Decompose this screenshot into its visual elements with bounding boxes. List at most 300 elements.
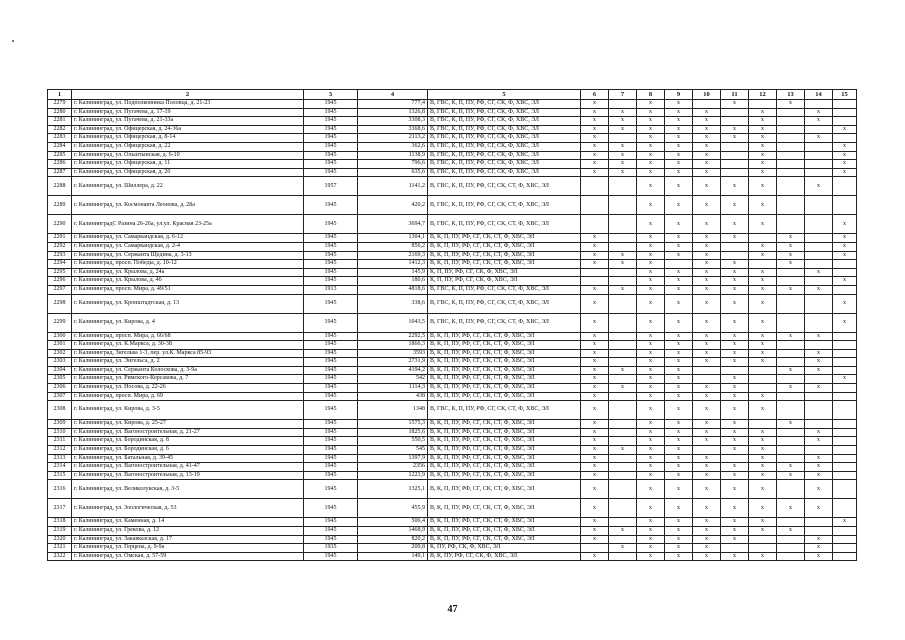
address-cell: г. Калининград, ул. Пугачева, д. 21-33а xyxy=(72,117,304,126)
area-cell: 1141,2 xyxy=(358,177,428,196)
mark-cell xyxy=(805,420,833,429)
mark-cell xyxy=(721,168,749,177)
column-header: 4 xyxy=(358,90,428,100)
column-header: 3 xyxy=(304,90,358,100)
mark-cell xyxy=(805,392,833,401)
mark-cell xyxy=(609,234,637,243)
works-cell: В, К, П, ПУ, РФ, СГ, СК, СТ, Ф, ХВС, ЭЛ xyxy=(428,251,581,260)
works-cell: В, К, П, ПУ, РФ, СГ, СК, СТ, Ф, ХВС, ЭЛ xyxy=(428,375,581,384)
mark-cell: x xyxy=(749,499,777,518)
row-number-cell: 2309 xyxy=(48,420,72,429)
table-row xyxy=(48,535,857,544)
table-row xyxy=(48,499,857,518)
area-cell: 856,2 xyxy=(358,242,428,251)
area-cell: 1223,9 xyxy=(358,471,428,480)
mark-cell: x xyxy=(637,471,665,480)
mark-cell: x xyxy=(693,463,721,472)
mark-cell: x xyxy=(693,260,721,269)
mark-cell xyxy=(833,552,857,561)
mark-cell: x xyxy=(749,349,777,358)
mark-cell xyxy=(833,332,857,341)
area-cell: 1304,1 xyxy=(358,234,428,243)
mark-cell xyxy=(609,471,637,480)
mark-cell: x xyxy=(805,349,833,358)
mark-cell: x xyxy=(749,332,777,341)
mark-cell: x xyxy=(693,332,721,341)
mark-cell xyxy=(777,535,805,544)
table-row xyxy=(48,341,857,350)
address-cell: г. Калининград, ул. Кирова, д. 3-5 xyxy=(72,401,304,420)
row-number-cell: 2289 xyxy=(48,196,72,215)
mark-cell xyxy=(609,420,637,429)
address-cell: г. Калининград, ул. Ольштынская, д. 6-10 xyxy=(72,151,304,160)
mark-cell: x xyxy=(581,285,609,294)
row-number-cell: 2296 xyxy=(48,277,72,286)
mark-cell: x xyxy=(665,375,693,384)
mark-cell: x xyxy=(749,242,777,251)
mark-cell: x xyxy=(609,151,637,160)
mark-cell xyxy=(777,454,805,463)
mark-cell: x xyxy=(721,392,749,401)
mark-cell xyxy=(805,142,833,151)
mark-cell xyxy=(777,151,805,160)
area-cell: 1114,3 xyxy=(358,384,428,393)
table-row xyxy=(48,242,857,251)
row-number-cell: 2292 xyxy=(48,242,72,251)
row-number-cell: 2308 xyxy=(48,401,72,420)
mark-cell xyxy=(777,437,805,446)
area-cell: 180,6 xyxy=(358,277,428,286)
mark-cell: x xyxy=(693,268,721,277)
mark-cell: x xyxy=(637,366,665,375)
mark-cell: x xyxy=(581,428,609,437)
area-cell: 1397,9 xyxy=(358,454,428,463)
mark-cell xyxy=(609,177,637,196)
works-cell: В, К, П, ПУ, РФ, СГ, СК, СТ, Ф, ХВС, ЭЛ xyxy=(428,535,581,544)
mark-cell: x xyxy=(581,313,609,332)
mark-cell: x xyxy=(749,392,777,401)
mark-cell xyxy=(749,366,777,375)
works-cell: В, К, П, ПУ, РФ, СГ, СК, СТ, Ф, ХВС, ЭЛ xyxy=(428,527,581,536)
mark-cell xyxy=(833,428,857,437)
mark-cell: x xyxy=(805,454,833,463)
year-cell: 1957 xyxy=(304,177,358,196)
table-row xyxy=(48,125,857,134)
mark-cell: x xyxy=(609,544,637,553)
area-cell: 542 xyxy=(358,375,428,384)
year-cell: 1945 xyxy=(304,294,358,313)
mark-cell: x xyxy=(637,527,665,536)
mark-cell xyxy=(749,420,777,429)
mark-cell: x xyxy=(749,134,777,143)
mark-cell: x xyxy=(805,480,833,499)
row-number-cell: 2319 xyxy=(48,527,72,536)
works-cell: В, ГВС, К, П, ПУ, РФ, СГ, СК, СТ, Ф, ХВС, ЭЛ xyxy=(428,294,581,313)
mark-cell: x xyxy=(581,420,609,429)
mark-cell xyxy=(833,544,857,553)
mark-cell: x xyxy=(637,446,665,455)
area-cell: 2292,5 xyxy=(358,332,428,341)
mark-cell: x xyxy=(749,313,777,332)
mark-cell xyxy=(805,151,833,160)
mark-cell: x xyxy=(581,401,609,420)
table-row xyxy=(48,544,857,553)
mark-cell xyxy=(805,215,833,234)
column-header: 14 xyxy=(805,90,833,100)
mark-cell: x xyxy=(581,349,609,358)
mark-cell xyxy=(609,499,637,518)
mark-cell xyxy=(609,313,637,332)
mark-cell: x xyxy=(749,341,777,350)
area-cell: 777,4 xyxy=(358,100,428,109)
table-row xyxy=(48,260,857,269)
mark-cell: x xyxy=(833,375,857,384)
mark-cell: x xyxy=(665,151,693,160)
address-cell: г. Калининград, ул. Офицерская, д. 20 xyxy=(72,168,304,177)
mark-cell xyxy=(805,160,833,169)
year-cell: 1945 xyxy=(304,260,358,269)
mark-cell: x xyxy=(637,215,665,234)
mark-cell xyxy=(833,446,857,455)
works-cell: К, ПУ, РФ, СК, Ф, ХВС, ЭЛ xyxy=(428,544,581,553)
mark-cell: x xyxy=(805,117,833,126)
address-cell: г. Калининград, ул. Офицерская, д. 24-36а xyxy=(72,125,304,134)
row-number-cell: 2316 xyxy=(48,480,72,499)
mark-cell: x xyxy=(721,134,749,143)
mark-cell: x xyxy=(693,349,721,358)
address-cell: г. Калининград, ул. Сержанта Щедина, д. 3-13 xyxy=(72,251,304,260)
mark-cell xyxy=(805,518,833,527)
mark-cell: x xyxy=(581,260,609,269)
mark-cell: x xyxy=(665,384,693,393)
mark-cell: x xyxy=(693,401,721,420)
mark-cell: x xyxy=(693,552,721,561)
mark-cell: x xyxy=(721,527,749,536)
mark-cell: x xyxy=(637,552,665,561)
mark-cell: x xyxy=(777,251,805,260)
mark-cell xyxy=(693,446,721,455)
mark-cell xyxy=(777,341,805,350)
works-cell: В, ГВС, К, П, ПУ, РФ, СГ, СК, Ф, ХВС, ЭЛ xyxy=(428,151,581,160)
works-cell: В, К, П, ПУ, РФ, СГ, СК, СТ, Ф, ХВС, ЭЛ xyxy=(428,242,581,251)
mark-cell xyxy=(777,446,805,455)
mark-cell: x xyxy=(665,518,693,527)
mark-cell xyxy=(609,437,637,446)
table-row xyxy=(48,117,857,126)
works-cell: В, К, П, ПУ, РФ, СГ, СК, СТ, Ф, ХВС, ЭЛ xyxy=(428,349,581,358)
mark-cell: x xyxy=(749,196,777,215)
mark-cell: x xyxy=(637,384,665,393)
mark-cell xyxy=(833,134,857,143)
mark-cell: x xyxy=(609,384,637,393)
table-row xyxy=(48,285,857,294)
table-row xyxy=(48,384,857,393)
mark-cell xyxy=(805,251,833,260)
mark-cell: x xyxy=(749,151,777,160)
row-number-cell: 2284 xyxy=(48,142,72,151)
mark-cell: x xyxy=(721,480,749,499)
mark-cell: x xyxy=(637,463,665,472)
row-number-cell: 2285 xyxy=(48,151,72,160)
mark-cell xyxy=(833,401,857,420)
mark-cell xyxy=(749,544,777,553)
mark-cell xyxy=(721,151,749,160)
mark-cell: x xyxy=(749,168,777,177)
mark-cell xyxy=(777,349,805,358)
mark-cell: x xyxy=(665,552,693,561)
mark-cell: x xyxy=(637,168,665,177)
mark-cell: x xyxy=(721,277,749,286)
column-header: 1 xyxy=(48,90,72,100)
column-header: 7 xyxy=(609,90,637,100)
mark-cell xyxy=(609,349,637,358)
mark-cell: x xyxy=(665,242,693,251)
mark-cell: x xyxy=(609,527,637,536)
mark-cell: x xyxy=(721,100,749,109)
mark-cell: x xyxy=(665,437,693,446)
area-cell: 338,6 xyxy=(358,294,428,313)
year-cell: 1945 xyxy=(304,499,358,518)
year-cell: 1945 xyxy=(304,313,358,332)
mark-cell: x xyxy=(749,401,777,420)
mark-cell: x xyxy=(665,480,693,499)
mark-cell xyxy=(777,313,805,332)
row-number-cell: 2315 xyxy=(48,471,72,480)
mark-cell xyxy=(805,234,833,243)
mark-cell: x xyxy=(665,313,693,332)
address-cell: г. Калининград, ул. Батальная, д. 39-45 xyxy=(72,454,304,463)
row-number-cell: 2297 xyxy=(48,285,72,294)
year-cell: 1945 xyxy=(304,535,358,544)
mark-cell: x xyxy=(777,100,805,109)
mark-cell xyxy=(833,177,857,196)
mark-cell xyxy=(609,277,637,286)
mark-cell: x xyxy=(665,392,693,401)
mark-cell: x xyxy=(721,375,749,384)
table-row xyxy=(48,420,857,429)
mark-cell: x xyxy=(665,428,693,437)
mark-cell: x xyxy=(805,358,833,367)
mark-cell: x xyxy=(805,471,833,480)
mark-cell: x xyxy=(693,134,721,143)
mark-cell xyxy=(609,401,637,420)
mark-cell: x xyxy=(693,196,721,215)
mark-cell: x xyxy=(805,463,833,472)
mark-cell: x xyxy=(581,125,609,134)
mark-cell xyxy=(749,375,777,384)
mark-cell: x xyxy=(665,332,693,341)
mark-cell: x xyxy=(637,544,665,553)
mark-cell: x xyxy=(665,268,693,277)
column-header: 11 xyxy=(721,90,749,100)
row-number-cell: 2307 xyxy=(48,392,72,401)
table-row xyxy=(48,108,857,117)
mark-cell: x xyxy=(637,260,665,269)
mark-cell: x xyxy=(609,125,637,134)
mark-cell xyxy=(749,234,777,243)
row-number-cell: 2314 xyxy=(48,463,72,472)
mark-cell: x xyxy=(665,100,693,109)
mark-cell: x xyxy=(665,142,693,151)
mark-cell: x xyxy=(721,177,749,196)
row-number-cell: 2287 xyxy=(48,168,72,177)
works-cell: В, ГВС, К, П, ПУ, РФ, СГ, СК, СТ, Ф, ХВС, ЭЛ xyxy=(428,177,581,196)
year-cell: 1935 xyxy=(304,544,358,553)
mark-cell xyxy=(721,117,749,126)
works-cell: В, К, П, ПУ, РФ, СГ, СК, СТ, Ф, ХВС, ЭЛ xyxy=(428,518,581,527)
area-cell: 3308,3 xyxy=(358,117,428,126)
year-cell: 1945 xyxy=(304,518,358,527)
mark-cell xyxy=(777,392,805,401)
mark-cell: x xyxy=(665,168,693,177)
mark-cell xyxy=(721,544,749,553)
mark-cell: x xyxy=(693,277,721,286)
year-cell: 1945 xyxy=(304,527,358,536)
mark-cell xyxy=(833,437,857,446)
mark-cell: x xyxy=(665,341,693,350)
area-cell: 2356 xyxy=(358,463,428,472)
mark-cell: x xyxy=(637,428,665,437)
column-header: 9 xyxy=(665,90,693,100)
mark-cell: x xyxy=(693,142,721,151)
area-cell: 1468,9 xyxy=(358,527,428,536)
area-cell: 145,9 xyxy=(358,268,428,277)
area-cell: 3593 xyxy=(358,349,428,358)
mark-cell: x xyxy=(665,277,693,286)
mark-cell xyxy=(805,341,833,350)
mark-cell: x xyxy=(721,125,749,134)
mark-cell: x xyxy=(749,552,777,561)
column-header: 8 xyxy=(637,90,665,100)
table-row xyxy=(48,251,857,260)
year-cell: 1945 xyxy=(304,392,358,401)
mark-cell: x xyxy=(833,215,857,234)
mark-cell: x xyxy=(665,463,693,472)
mark-cell: x xyxy=(581,527,609,536)
mark-cell: x xyxy=(721,499,749,518)
mark-cell: x xyxy=(693,437,721,446)
row-number-cell: 2321 xyxy=(48,544,72,553)
mark-cell: x xyxy=(637,454,665,463)
year-cell: 1945 xyxy=(304,234,358,243)
mark-cell: x xyxy=(665,251,693,260)
mark-cell xyxy=(777,177,805,196)
mark-cell: x xyxy=(749,294,777,313)
mark-cell: x xyxy=(581,499,609,518)
year-cell: 1945 xyxy=(304,142,358,151)
mark-cell: x xyxy=(721,437,749,446)
mark-cell: x xyxy=(805,268,833,277)
mark-cell: x xyxy=(581,454,609,463)
address-cell: г. Калининград, ул. Крылова, д. 46 xyxy=(72,277,304,286)
mark-cell: x xyxy=(693,480,721,499)
mark-cell: x xyxy=(581,234,609,243)
address-cell: г. Калининград, Зигельва 1-3, пер. ул.К. Маркса 85-93 xyxy=(72,349,304,358)
mark-cell: x xyxy=(665,499,693,518)
mark-cell: x xyxy=(721,463,749,472)
mark-cell: x xyxy=(693,454,721,463)
mark-cell xyxy=(749,260,777,269)
mark-cell xyxy=(609,100,637,109)
mark-cell: x xyxy=(693,428,721,437)
mark-cell: x xyxy=(637,518,665,527)
address-cell: г. Калининград, просп. Мира, д. 69 xyxy=(72,392,304,401)
mark-cell: x xyxy=(637,499,665,518)
mark-cell: x xyxy=(805,499,833,518)
mark-cell: x xyxy=(637,177,665,196)
mark-cell xyxy=(805,401,833,420)
mark-cell xyxy=(749,535,777,544)
mark-cell xyxy=(609,294,637,313)
mark-cell xyxy=(777,552,805,561)
year-cell: 1945 xyxy=(304,215,358,234)
works-cell: В, К, П, ПУ, РФ, СГ, СК, СТ, Ф, ХВС, ЭЛ xyxy=(428,428,581,437)
mark-cell: x xyxy=(693,117,721,126)
column-header: 6 xyxy=(581,90,609,100)
table-row xyxy=(48,471,857,480)
mark-cell xyxy=(609,518,637,527)
row-number-cell: 2301 xyxy=(48,341,72,350)
mark-cell: x xyxy=(833,242,857,251)
column-header: 10 xyxy=(693,90,721,100)
mark-cell xyxy=(609,375,637,384)
mark-cell: x xyxy=(777,332,805,341)
works-cell: В, ГВС, К, П, ПУ, РФ, СГ, СК, Ф, ХВС, ЭЛ xyxy=(428,134,581,143)
mark-cell: x xyxy=(749,480,777,499)
area-cell: 2113,2 xyxy=(358,134,428,143)
mark-cell: x xyxy=(749,117,777,126)
mark-cell xyxy=(777,375,805,384)
mark-cell: x xyxy=(749,125,777,134)
mark-cell xyxy=(805,100,833,109)
address-cell: г. КалининградС Разина 26-26а, ул.ул. Красная 23-25а xyxy=(72,215,304,234)
mark-cell: x xyxy=(805,366,833,375)
row-number-cell: 2286 xyxy=(48,160,72,169)
year-cell: 1945 xyxy=(304,125,358,134)
mark-cell: x xyxy=(637,277,665,286)
mark-cell: x xyxy=(833,518,857,527)
mark-cell: x xyxy=(637,392,665,401)
address-cell: г. Калининград, ул. Бородинская, д. 8 xyxy=(72,437,304,446)
works-cell: К, П, ПУ, РФ, СГ, СК, Ф, ХВС, ЭЛ xyxy=(428,277,581,286)
row-number-cell: 2302 xyxy=(48,349,72,358)
mark-cell: x xyxy=(581,375,609,384)
mark-cell xyxy=(721,108,749,117)
area-cell: 1348 xyxy=(358,401,428,420)
works-cell: К, П, ПУ, РФ, СГ, СК, Ф, ХВС, ЭЛ xyxy=(428,268,581,277)
mark-cell: x xyxy=(665,160,693,169)
works-cell: В, К, П, ПУ, РФ, СГ, СК, СТ, Ф, ХВС, ЭЛ xyxy=(428,234,581,243)
table-row xyxy=(48,446,857,455)
mark-cell: x xyxy=(749,471,777,480)
row-number-cell: 2295 xyxy=(48,268,72,277)
address-cell: г. Калининград, ул. Космонавта Леонова, д. 28а xyxy=(72,196,304,215)
row-number-cell: 2318 xyxy=(48,518,72,527)
address-cell: г. Калининград, ул. Сержанта Колоскова, д. 3-9а xyxy=(72,366,304,375)
row-number-cell: 2299 xyxy=(48,313,72,332)
mark-cell xyxy=(805,446,833,455)
table-row xyxy=(48,168,857,177)
mark-cell: x xyxy=(777,499,805,518)
mark-cell: x xyxy=(637,151,665,160)
row-number-cell: 2280 xyxy=(48,108,72,117)
mark-cell: x xyxy=(637,437,665,446)
mark-cell: x xyxy=(721,215,749,234)
mark-cell xyxy=(609,268,637,277)
row-number-cell: 2322 xyxy=(48,552,72,561)
address-cell: г. Калининград, ул. Каменная, д. 14 xyxy=(72,518,304,527)
mark-cell: x xyxy=(833,251,857,260)
